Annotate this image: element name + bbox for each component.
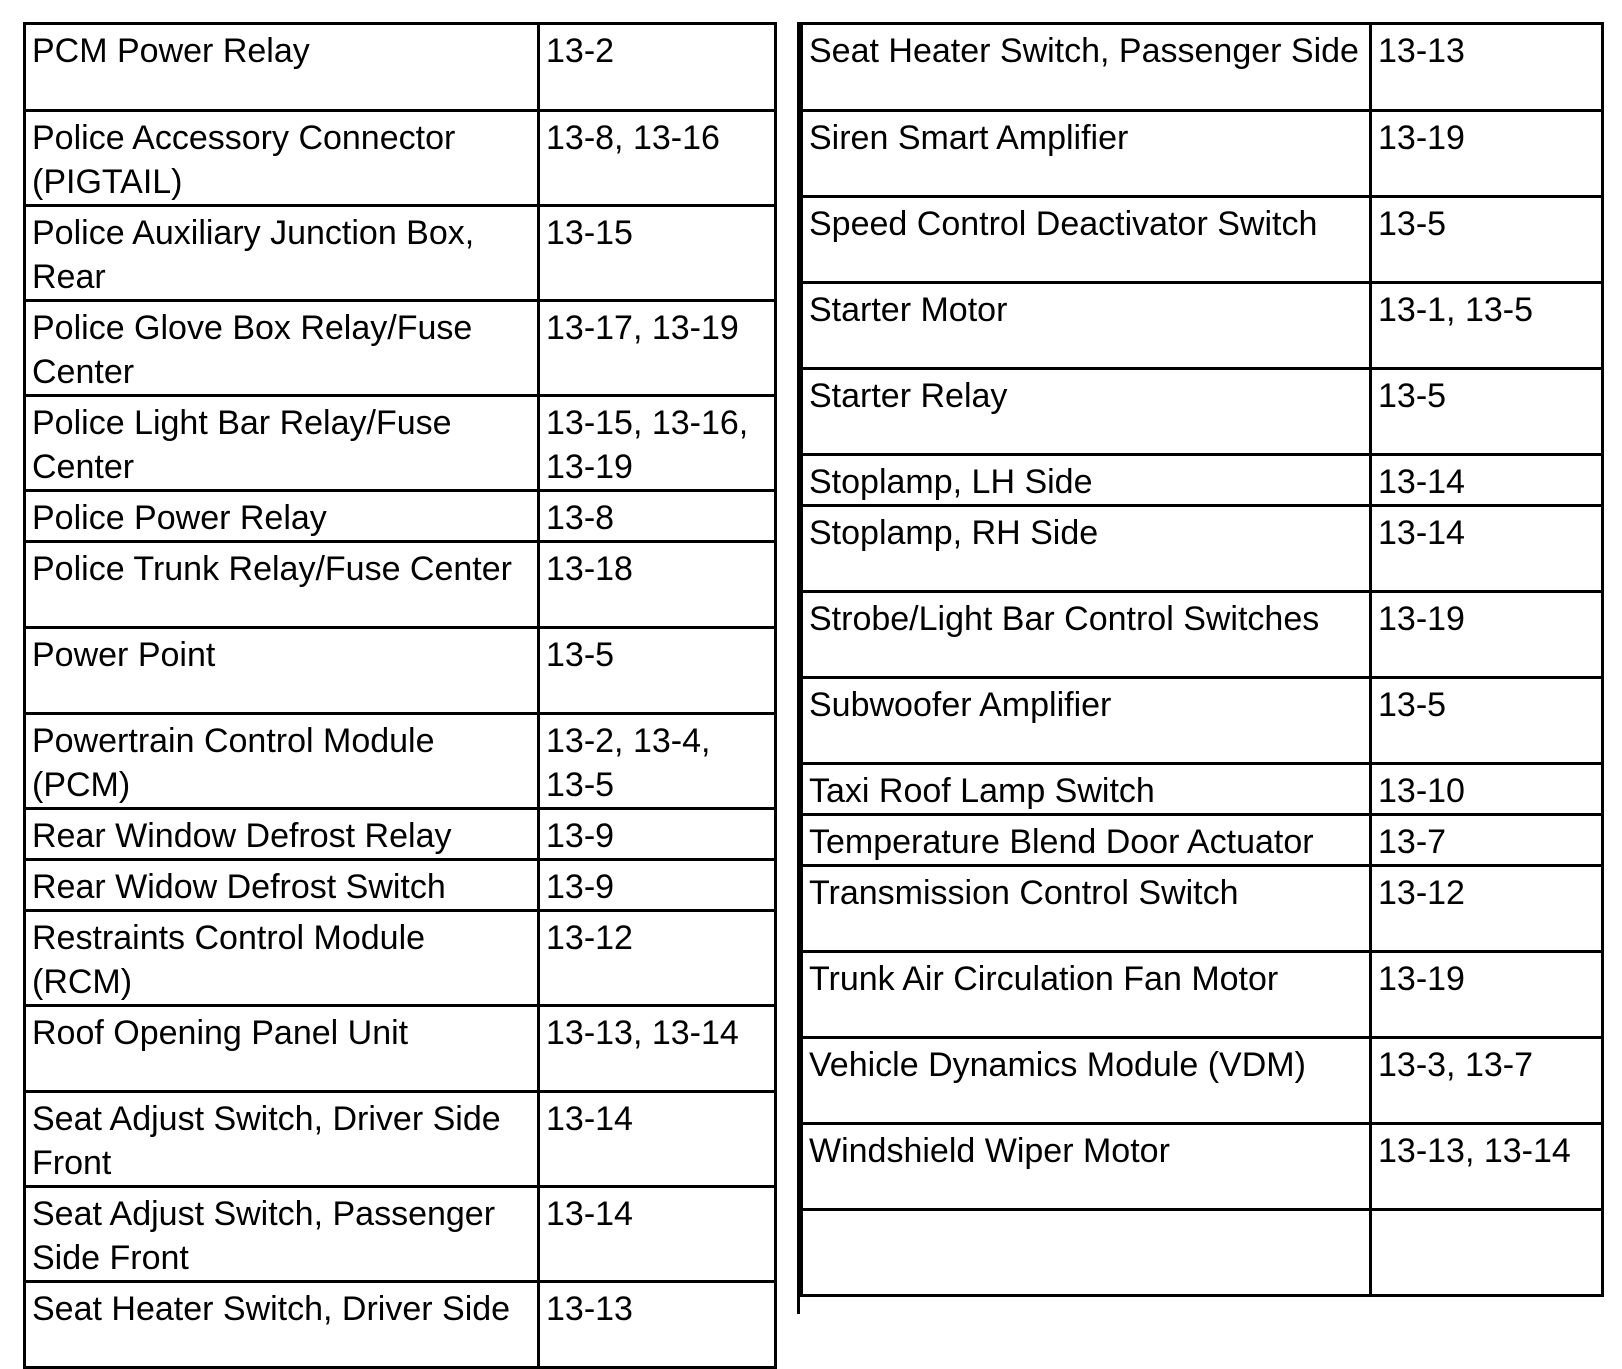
page-reference-cell: 13-8 — [539, 491, 776, 542]
component-index-rows-left — [25, 24, 776, 1368]
table-row — [25, 542, 776, 628]
component-name-cell: Speed Control Deactivator Switch — [802, 197, 1371, 283]
table-row — [802, 678, 1603, 764]
component-name-cell: Trunk Air Circulation Fan Motor — [802, 952, 1371, 1038]
page-reference-cell: 13-13 — [539, 1282, 776, 1368]
table-row — [802, 283, 1603, 369]
page-reference-cell: 13-14 — [539, 1187, 776, 1282]
page-reference-cell: 13-13 — [1371, 24, 1603, 111]
component-name-cell: Strobe/Light Bar Control Switches — [802, 592, 1371, 678]
table-row — [802, 111, 1603, 197]
component-name-cell: Subwoofer Amplifier — [802, 678, 1371, 764]
table-row — [25, 809, 776, 860]
component-name-cell: Starter Relay — [802, 369, 1371, 455]
component-name-cell: Rear Widow Defrost Switch — [25, 860, 539, 911]
table-row — [25, 1282, 776, 1368]
page-reference-cell: 13-12 — [1371, 866, 1603, 952]
page-reference-cell: 13-3, 13-7 — [1371, 1038, 1603, 1124]
page-reference-cell: 13-5 — [1371, 678, 1603, 764]
table-row — [25, 111, 776, 206]
component-name-cell: Police Light Bar Relay/Fuse Center — [25, 396, 539, 491]
page-reference-cell: 13-10 — [1371, 764, 1603, 815]
component-name-cell: Power Point — [25, 628, 539, 714]
component-name-cell: Starter Motor — [802, 283, 1371, 369]
page-reference-cell: 13-14 — [1371, 455, 1603, 506]
table-row — [802, 24, 1603, 111]
table-row — [25, 1092, 776, 1187]
table-row — [25, 301, 776, 396]
component-name-cell: Seat Heater Switch, Passenger Side — [802, 24, 1371, 111]
table-row — [25, 628, 776, 714]
component-name-cell: Stoplamp, LH Side — [802, 455, 1371, 506]
page-reference-cell: 13-15, 13-16, 13-19 — [539, 396, 776, 491]
table-row — [802, 1210, 1603, 1296]
table-row — [802, 369, 1603, 455]
component-name-cell: Transmission Control Switch — [802, 866, 1371, 952]
table-row — [25, 714, 776, 809]
table-row — [802, 592, 1603, 678]
page-reference-cell — [1371, 1210, 1603, 1296]
component-index-table-left — [23, 22, 777, 1369]
component-name-cell: Seat Heater Switch, Driver Side — [25, 1282, 539, 1368]
component-name-cell: Seat Adjust Switch, Passenger Side Front — [25, 1187, 539, 1282]
component-name-cell: Restraints Control Module (RCM) — [25, 911, 539, 1006]
component-index-table-right — [800, 22, 1604, 1297]
page-reference-cell: 13-18 — [539, 542, 776, 628]
page-reference-cell: 13-1, 13-5 — [1371, 283, 1603, 369]
table-row — [25, 1187, 776, 1282]
page-reference-cell: 13-19 — [1371, 111, 1603, 197]
page-reference-cell: 13-2, 13-4, 13-5 — [539, 714, 776, 809]
table-row — [802, 764, 1603, 815]
component-name-cell: Police Accessory Connector (PIGTAIL) — [25, 111, 539, 206]
table-row — [25, 396, 776, 491]
page-reference-cell: 13-2 — [539, 24, 776, 111]
component-name-cell — [802, 1210, 1371, 1296]
component-name-cell: Powertrain Control Module (PCM) — [25, 714, 539, 809]
component-name-cell: Police Glove Box Relay/Fuse Center — [25, 301, 539, 396]
table-row — [25, 24, 776, 111]
table-row — [802, 1124, 1603, 1210]
page-reference-cell: 13-8, 13-16 — [539, 111, 776, 206]
page-reference-cell: 13-19 — [1371, 952, 1603, 1038]
component-name-cell: Stoplamp, RH Side — [802, 506, 1371, 592]
page-reference-cell: 13-15 — [539, 206, 776, 301]
table-row — [25, 206, 776, 301]
page-reference-cell: 13-5 — [539, 628, 776, 714]
page-reference-cell: 13-12 — [539, 911, 776, 1006]
page-reference-cell: 13-9 — [539, 860, 776, 911]
component-index-rows-right — [802, 24, 1603, 1296]
component-name-cell: Siren Smart Amplifier — [802, 111, 1371, 197]
component-name-cell: Police Auxiliary Junction Box, Rear — [25, 206, 539, 301]
page-reference-cell: 13-7 — [1371, 815, 1603, 866]
page-reference-cell: 13-17, 13-19 — [539, 301, 776, 396]
table-row — [802, 506, 1603, 592]
component-name-cell: Vehicle Dynamics Module (VDM) — [802, 1038, 1371, 1124]
table-row — [802, 455, 1603, 506]
component-name-cell: Temperature Blend Door Actuator — [802, 815, 1371, 866]
page-reference-cell: 13-13, 13-14 — [539, 1006, 776, 1092]
page-reference-cell: 13-13, 13-14 — [1371, 1124, 1603, 1210]
component-name-cell: Police Trunk Relay/Fuse Center — [25, 542, 539, 628]
table-row — [25, 1006, 776, 1092]
component-name-cell: Windshield Wiper Motor — [802, 1124, 1371, 1210]
component-name-cell: Rear Window Defrost Relay — [25, 809, 539, 860]
component-name-cell: PCM Power Relay — [25, 24, 539, 111]
table-row — [25, 911, 776, 1006]
table-row — [802, 815, 1603, 866]
page-reference-cell: 13-5 — [1371, 369, 1603, 455]
table-row — [25, 860, 776, 911]
table-row — [802, 952, 1603, 1038]
component-name-cell: Taxi Roof Lamp Switch — [802, 764, 1371, 815]
component-name-cell: Police Power Relay — [25, 491, 539, 542]
component-name-cell: Seat Adjust Switch, Driver Side Front — [25, 1092, 539, 1187]
page-reference-cell: 13-14 — [1371, 506, 1603, 592]
page-reference-cell: 13-14 — [539, 1092, 776, 1187]
table-row — [802, 866, 1603, 952]
table-row — [802, 197, 1603, 283]
page-reference-cell: 13-5 — [1371, 197, 1603, 283]
table-row — [802, 1038, 1603, 1124]
page-reference-cell: 13-19 — [1371, 592, 1603, 678]
column-divider — [774, 22, 800, 1314]
page-reference-cell: 13-9 — [539, 809, 776, 860]
table-row — [25, 491, 776, 542]
component-name-cell: Roof Opening Panel Unit — [25, 1006, 539, 1092]
